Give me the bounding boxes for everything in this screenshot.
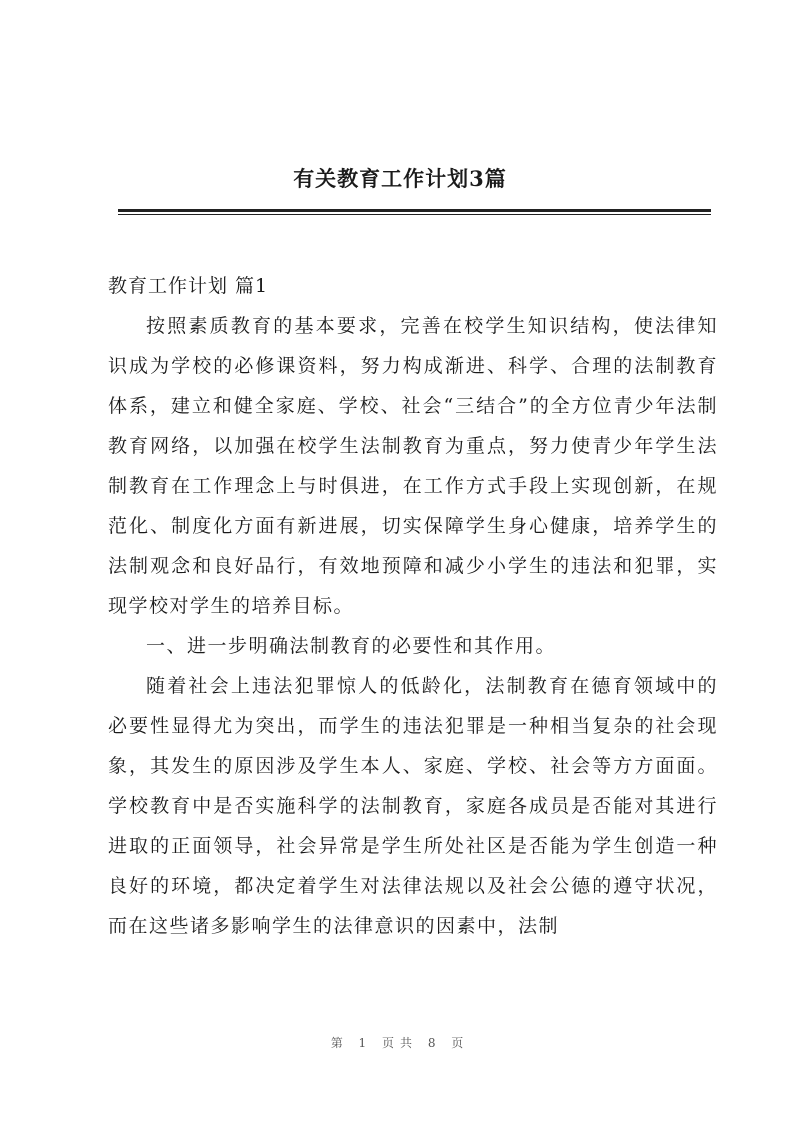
paragraph-intro: 按照素质教育的基本要求，完善在校学生知识结构，使法律知识成为学校的必修课资料，努力构成渐进、科学、合理的法制教育体系，建立和健全家庭、学校、社会“三结合”的全方位青少年法制教育网络，以加强在校学生法制教育为重点，努力使青少年学生法制教育在工作理念上与时俱进，在工作方式手段上实现创新，在规范化、制度化方面有新进展，切实保障学生身心健康，培养学生的法制观念和良好品行，有效地预障和减少小学生的违法和犯罪，实现学校对学生的培养目标。 xyxy=(108,315,718,617)
title-rule-thick xyxy=(118,209,711,212)
paragraph-point-one: 一、进一步明确法制教育的必要性和其作用。 xyxy=(146,635,557,657)
title-rule-thin xyxy=(118,214,711,215)
document-title: 有关教育工作计划3篇 xyxy=(293,166,507,191)
page-footer: 第 1 页共 8 页 xyxy=(330,1036,470,1050)
paragraph-body: 随着社会上违法犯罪惊人的低龄化，法制教育在德育领域中的必要性显得尤为突出，而学生的违法犯罪是一种相当复杂的社会现象，其发生的原因涉及学生本人、家庭、学校、社会等方方面面。学校教育中是否实施科学的法制教育，家庭各成员是否能对其进行进取的正面领导，社会异常是学生所处社区是否能为学生创造一种良好的环境，都决定着学生对法律法规以及社会公德的遵守状况，而在这些诸多影响学生的法律意识的因素中，法制 xyxy=(108,675,718,937)
document-body xyxy=(108,266,718,946)
section-heading: 教育工作计划 篇1 xyxy=(108,275,269,297)
